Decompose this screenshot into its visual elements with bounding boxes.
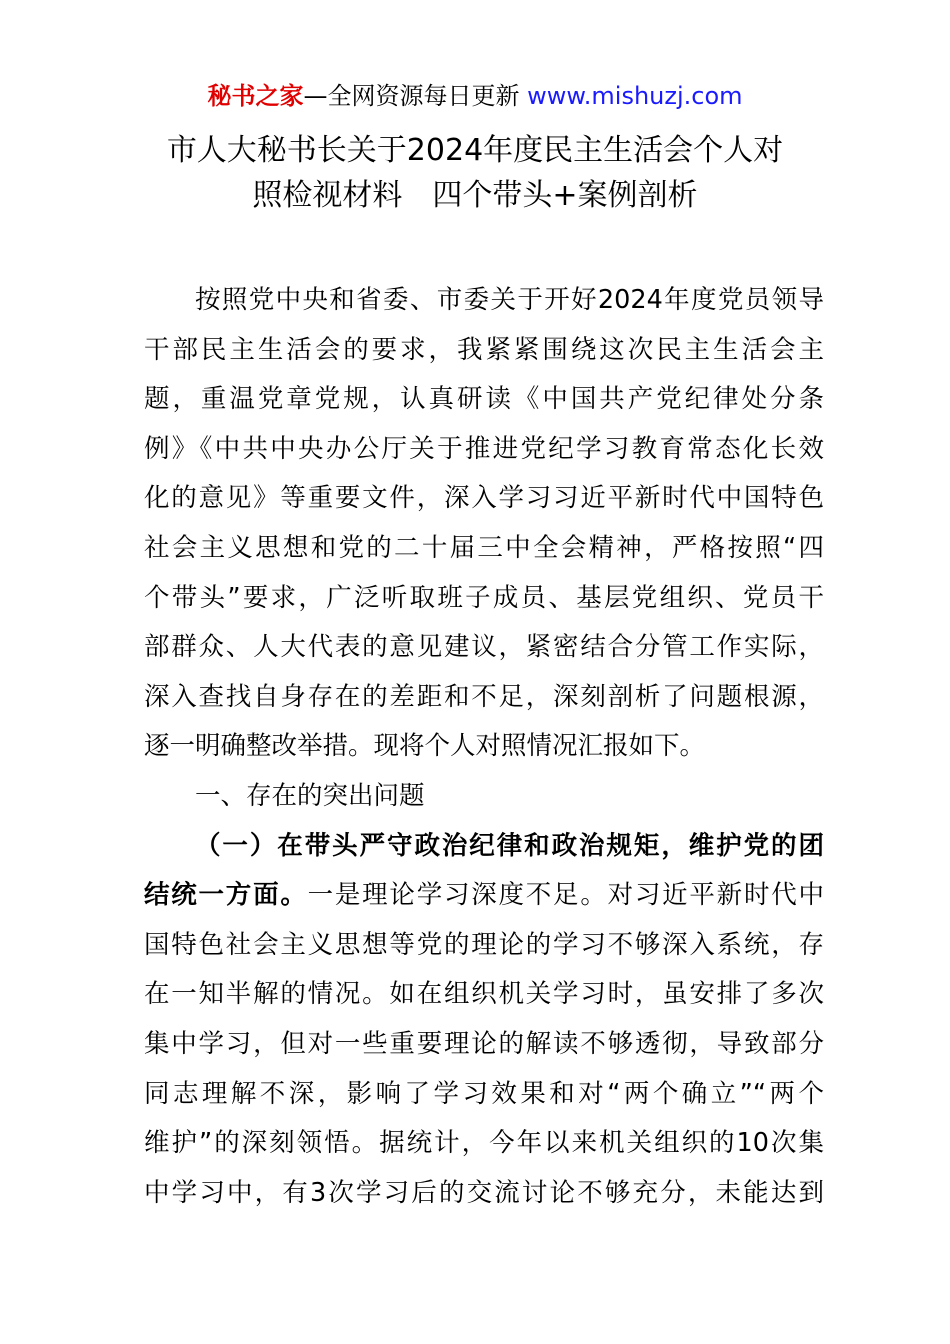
paragraph-line: 按照党中央和省委、市委关于开好2024年度党员领导 <box>195 285 824 315</box>
document-body <box>144 276 824 1218</box>
brand-name: 秘书之家 <box>207 82 304 110</box>
paragraph-line: 国特色社会主义思想等党的理论的学习不够深入系统，存 <box>144 929 824 960</box>
document-title <box>120 128 830 218</box>
subsection-heading: （一）在带头严守政治纪律和政治规矩，维护党的团 <box>195 830 824 861</box>
paragraph-line <box>144 871 824 921</box>
site-url-link[interactable]: www.mishuzj.com <box>527 82 743 110</box>
paragraph-line: 在一知半解的情况。如在组织机关学习时，虽安排了多次 <box>144 979 824 1010</box>
title-line-1: 市人大秘书长关于2024年度民主生活会个人对 <box>166 133 784 168</box>
section-heading: 一、存在的突出问题 <box>195 780 425 811</box>
paragraph-line: 集中学习，但对一些重要理论的解读不够透彻，导致部分 <box>144 1028 824 1059</box>
paragraph-line: 逐一明确整改举措。现将个人对照情况汇报如下。 <box>144 731 706 762</box>
site-header <box>0 78 950 114</box>
paragraph-line: 维护”的深刻领悟。据统计，今年以来机关组织的10次集 <box>144 1128 824 1159</box>
paragraph-line: 深入查找自身存在的差距和不足，深刻剖析了问题根源， <box>144 681 824 712</box>
paragraph-text: 一是理论学习深度不足。对习近平新时代中 <box>307 880 824 911</box>
header-tagline: —全网资源每日更新 <box>303 82 528 110</box>
title-line-2: 照检视材料 四个带头+案例剖析 <box>252 178 698 213</box>
paragraph-line: 化的意见》等重要文件，深入学习习近平新时代中国特色 <box>144 483 824 514</box>
subsection-paragraph <box>144 822 824 1219</box>
paragraph-line: 中学习中，有3次学习后的交流讨论不够充分，未能达到 <box>144 1177 824 1208</box>
paragraph-line: 例》《中共中央办公厅关于推进党纪学习教育常态化长效 <box>144 433 824 464</box>
paragraph-line: 同志理解不深，影响了学习效果和对“两个确立”“两个 <box>144 1078 824 1109</box>
paragraph-line: 题，重温党章党规，认真研读《中国共产党纪律处分条 <box>144 384 824 415</box>
paragraph-line: 部群众、人大代表的意见建议，紧密结合分管工作实际， <box>144 632 824 663</box>
paragraph-line: 个带头”要求，广泛听取班子成员、基层党组织、党员干 <box>144 582 824 613</box>
paragraph-line: 社会主义思想和党的二十届三中全会精神，严格按照“四 <box>144 532 824 563</box>
subsection-heading-end: 结统一方面。 <box>144 880 308 911</box>
intro-paragraph <box>144 276 824 772</box>
paragraph-line: 干部民主生活会的要求，我紧紧围绕这次民主生活会主 <box>144 334 824 365</box>
